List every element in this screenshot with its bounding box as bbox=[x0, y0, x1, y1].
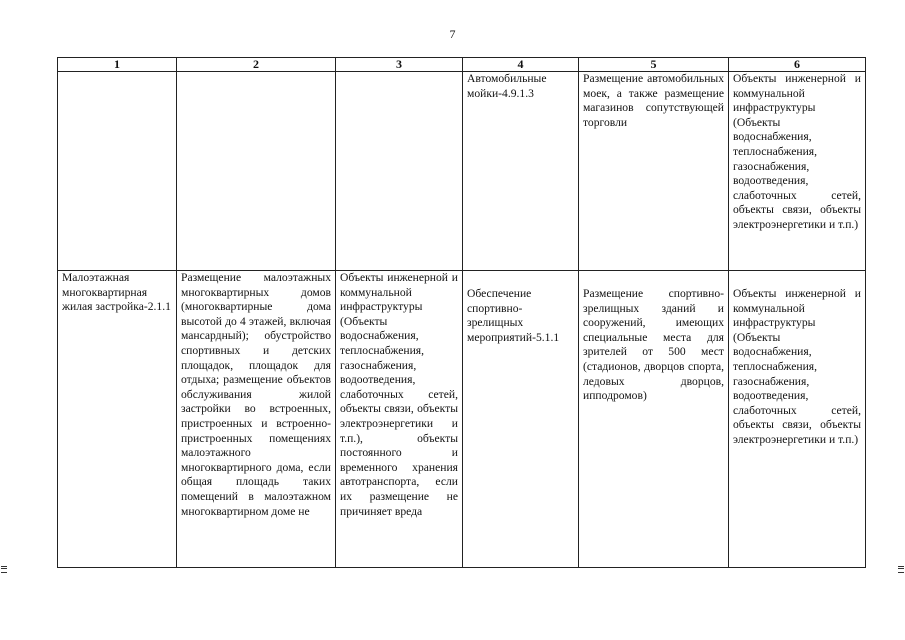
header-cell-4: 4 bbox=[463, 58, 579, 72]
zone-use-name bbox=[58, 271, 177, 568]
header-cell-1: 1 bbox=[58, 58, 177, 72]
table-row bbox=[58, 72, 866, 271]
zone-use-description-text: Размещение малоэтажных многоквартирных домов (многоквартирные дома высотой до 4 этажей, включая мансардный); обустройство спортивных и детских площадок, площадок для отдыха; размещение объектов обслуживания жилой застройки во встроенных, пристроенных и встроенно-пристроенных помещениях малоэтажного многоквартирного дома, если общая площадь таких помещений в малоэтажном многоквартирном доме не bbox=[181, 271, 331, 518]
conditional-use-description-text: Размещение спортивно-зрелищных зданий и сооружений, имеющих специальные места для зрителей от 500 мест (стадионов, дворцов спорта, ледовых дворцов, ипподромов) bbox=[583, 287, 724, 403]
table-header-row bbox=[58, 58, 866, 72]
zone-use-name-text: Малоэтажная многоквартирная жилая застройка-2.1.1 bbox=[62, 271, 171, 314]
auxiliary-use-text: Объекты инженерной и коммунальной инфраструктуры (Объекты водоснабжения, теплоснабжения, газоснабжения, водоотведения, слаботочных сетей, объекты связи, объекты электроэнергетики и т.п.) bbox=[733, 72, 861, 231]
zone-use-description bbox=[177, 271, 336, 568]
conditional-auxiliary-cell bbox=[729, 271, 866, 568]
auxiliary-objects-text: Объекты инженерной и коммунальной инфраструктуры (Объекты водоснабжения, теплоснабжения, газоснабжения, водоотведения, слаботочных сетей, объекты связи, объекты электроэнергетики и т.п.), объекты постоянного и временного хранения автотранспорта, если их размещение не причиняет вреда bbox=[340, 271, 458, 518]
table-row bbox=[58, 271, 866, 568]
auxiliary-objects-cell bbox=[336, 271, 463, 568]
header-cell-3: 3 bbox=[336, 58, 463, 72]
conditional-auxiliary-text: Объекты инженерной и коммунальной инфраструктуры (Объекты водоснабжения, теплоснабжения, газоснабжения, водоотведения, слаботочных сетей, объекты связи, объекты электроэнергетики и т.п.) bbox=[733, 287, 861, 446]
header-cell-6: 6 bbox=[729, 58, 866, 72]
conditional-use-name-text: Обеспечение спортивно-зрелищных мероприятий-5.1.1 bbox=[467, 287, 560, 344]
empty-cell bbox=[177, 72, 336, 271]
empty-cell bbox=[336, 72, 463, 271]
land-use-table bbox=[57, 57, 866, 568]
empty-cell bbox=[58, 72, 177, 271]
conditional-use-name bbox=[463, 271, 579, 568]
scan-edge-mark-right bbox=[898, 566, 904, 573]
permitted-use-description bbox=[579, 72, 729, 271]
scan-edge-mark-left bbox=[1, 566, 7, 573]
auxiliary-use-cell bbox=[729, 72, 866, 271]
permitted-use-description-text: Размещение автомобильных моек, а также размещение магазинов сопутствующей торговли bbox=[583, 72, 724, 129]
conditional-use-description bbox=[579, 271, 729, 568]
permitted-use-name bbox=[463, 72, 579, 271]
permitted-use-name-text: Автомобильные мойки-4.9.1.3 bbox=[467, 72, 547, 100]
header-cell-5: 5 bbox=[579, 58, 729, 72]
header-cell-2: 2 bbox=[177, 58, 336, 72]
page-number: 7 bbox=[449, 27, 456, 41]
